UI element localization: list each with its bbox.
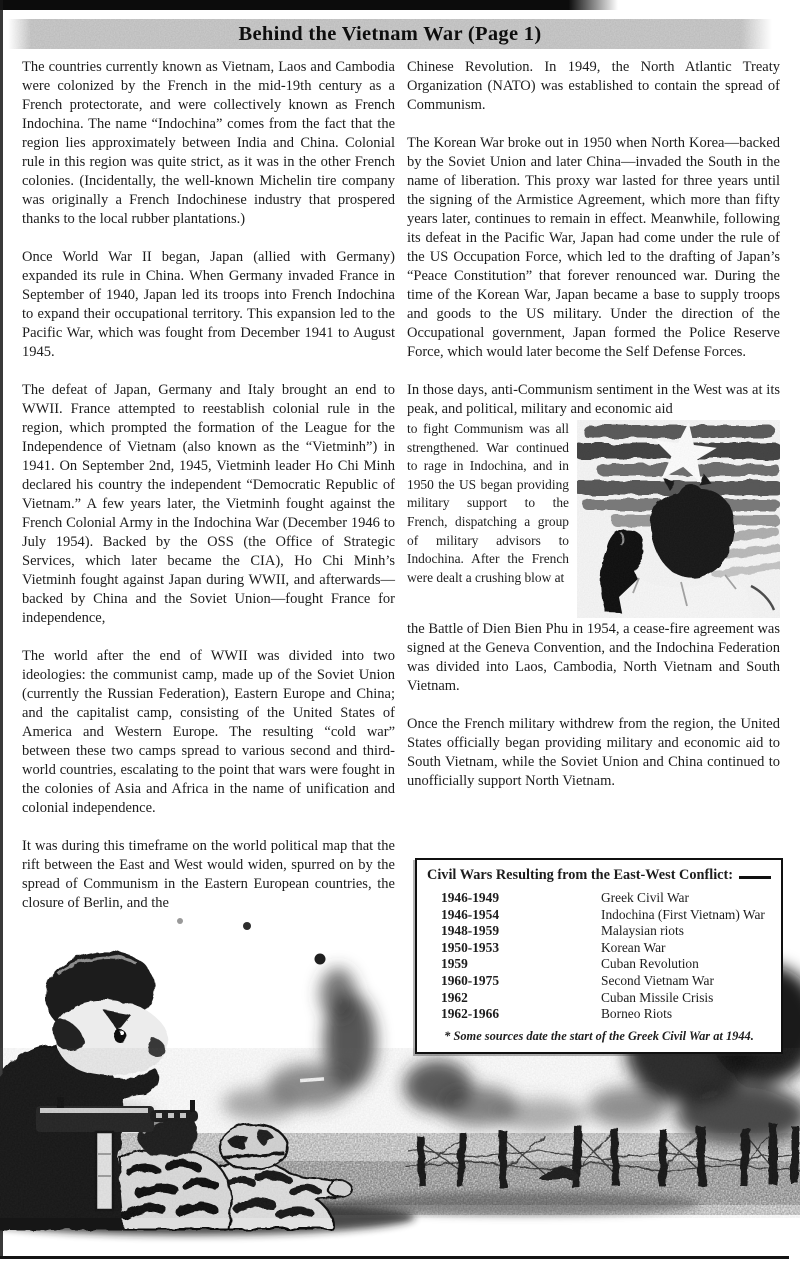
text-wrap-row xyxy=(407,420,780,618)
paragraph-vietminh: The defeat of Japan, Germany and Italy brought an end to WWII. France attempted to reestablish colonial rule in the region, which prompted the formation of the League for the Independence of Vietnam (also known as the “Vietminh”) in 1941. On September 2nd, 1945, Vietminh leader Ho Chi Minh declared his country the independent “Democratic Republic of Vietnam.” A few years later, the Vietminh fought against the French Colonial Army in the Indochina War (December 1946 to July 1954). Backed by the OSS (the Office of Strategic Services, which later became the CIA), Ho Chi Minh’s Vietminh fought against Japan during WWII, and afterwards—backed by China and the Soviet Union—fought France for independence, xyxy=(22,382,395,626)
paragraph-korean-war: The Korean War broke out in 1950 when North Korea—backed by the Soviet Union and later China—invaded the South in the name of liberation. This proxy war lasted for three years until the signing of the Armistice Agreement, which more than fifty years later, continues to remain in effect. Meanwhile, following its defeat in the Pacific War, Japan had come under the rule of the US Occupation Force, which led to the drafting of Japan’s “Peace Constitution” that forever renounced war. During the time of the Korean War, Japan became a base to supply troops and goods to the US military. Under the direction of the Occupational government, Japan formed the Police Reserve Force, which would later become the Self Defense Forces. xyxy=(407,135,780,360)
civil-wars-list xyxy=(441,890,771,1023)
page-bottom-border xyxy=(0,1256,789,1259)
left-text-column xyxy=(22,58,395,913)
civil-war-row: 1948-1959 Malaysian riots xyxy=(441,923,684,939)
title-rule xyxy=(739,876,771,879)
paragraph-timeframe: It was during this timeframe on the world political map that the rift between the East and West would widen, spurred on by the spread of Communism in the Eastern European countries, the closure of Berlin, and the xyxy=(22,838,395,911)
paragraph-wwii-japan: Once World War II began, Japan (allied with Germany) expanded its rule in China. When Germany invaded France in September of 1940, Japan led its troops into French Indochina to expand their occupational territory. This expansion led to the Pacific War, which was fought from December 1941 to August 1945. xyxy=(22,249,395,360)
paragraph-withdraw: Once the French military withdrew from the region, the United States officially began providing military and economic aid to South Vietnam, while the Soviet Union and China continued to unofficially support North Vietnam. xyxy=(407,716,780,789)
paragraph-aid-beside: to fight Communism was all strengthened. War continued to rage in Indochina, and in 1950 the US began providing military support to the French, dispatching a group of military advisors to Indochina. After the French were dealt a crushing blow at xyxy=(407,421,569,585)
civil-war-row: 1946-1954 Indochina (First Vietnam) War xyxy=(441,906,765,922)
paragraph-colonization: The countries currently known as Vietnam, Laos and Cambodia were colonized by the French in the mid-19th century as a French protectorate, and were collectively known as French Indochina. The name “Indochina” comes from the fact that the region lies approximately between India and China. Colonial rule in this region was quite strict, as it was in the other French colonies. (Incidentally, the well-known Michelin tire company was originally a French Indochinese industry that prospered thanks to the local rubber plantations.) xyxy=(22,59,395,227)
right-text-column xyxy=(407,58,780,791)
civil-wars-box xyxy=(415,858,783,1054)
civil-war-row: 1950-1953 Korean War xyxy=(441,939,666,955)
paragraph-cold-war: The world after the end of WWII was divided into two ideologies: the communist camp, made up of the Soviet Union (currently the Russian Federation), Eastern Europe and China; and the capitalist camp, consisting of the United States of America and Western Europe. The resulting “cold war” between these two camps spread to various second and third-world countries, escalating to the point that wars were fought in the colonies of Asia and Africa in the name of unification and colonial independence. xyxy=(22,648,395,816)
eye xyxy=(114,1030,127,1043)
civil-war-row: 1962 Cuban Missile Crisis xyxy=(441,989,714,1005)
civil-wars-title: Civil Wars Resulting from the East-West Conflict: xyxy=(427,867,734,883)
raised-fist-star-illustration xyxy=(577,420,780,618)
paragraph-nato: Chinese Revolution. In 1949, the North Atlantic Treaty Organization (NATO) was established to contain the spread of Communism. xyxy=(407,59,780,113)
paragraph-aid-after: the Battle of Dien Bien Phu in 1954, a cease-fire agreement was signed at the Geneva Convention, and the Indochina Federation was divided into Laos, Cambodia, North Vietnam and South Vietnam. xyxy=(407,621,780,694)
paragraph-aid-intro: In those days, anti-Communism sentiment in the West was at its peak, and political, military and economic aid xyxy=(407,382,780,417)
civil-war-row: 1946-1949 Greek Civil War xyxy=(441,890,689,905)
page-title: Behind the Vietnam War (Page 1) xyxy=(238,22,542,45)
civil-war-row: 1960-1975 Second Vietnam War xyxy=(441,972,714,988)
civil-war-row: 1962-1966 Borneo Riots xyxy=(441,1006,673,1022)
civil-wars-footnote: * Some sources date the start of the Greek Civil War at 1944. xyxy=(444,1028,754,1043)
title-banner xyxy=(8,19,772,49)
civil-war-row: 1959 Cuban Revolution xyxy=(441,956,699,972)
page-top-border xyxy=(0,0,618,10)
